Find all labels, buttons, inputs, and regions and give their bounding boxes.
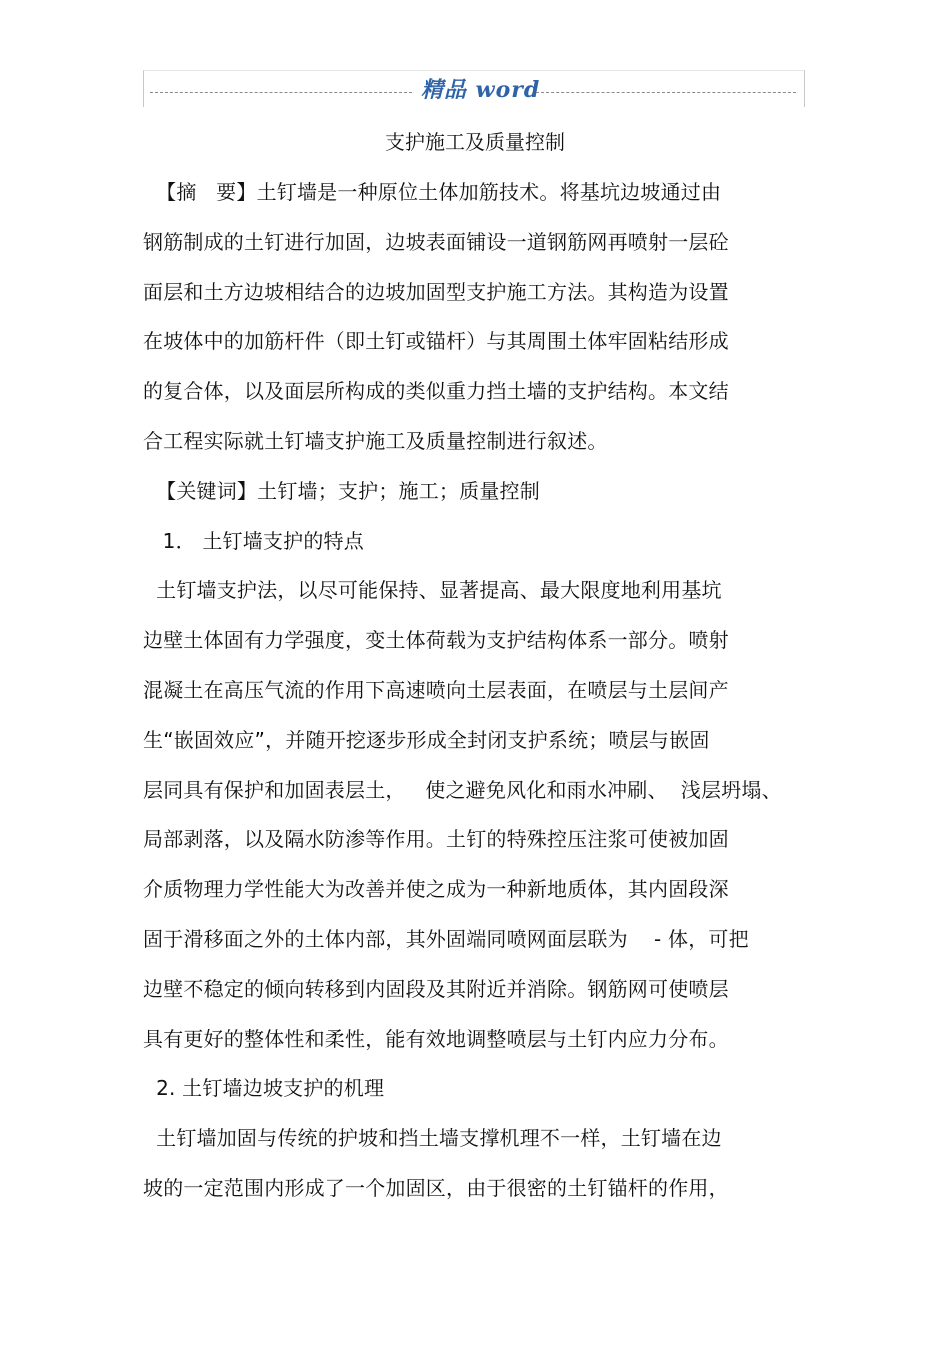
body-text-line: 土钉墙加固与传统的护坡和挡土墙支撑机理不一样，土钉墙在边: [143, 1126, 722, 1150]
body-text-line: 边壁土体固有力学强度，变土体荷载为支护结构体系一部分。喷射: [143, 628, 729, 652]
header-dashed-rule-right: [536, 92, 796, 93]
document-title: 支护施工及质量控制: [385, 130, 565, 154]
body-text-line: 1． 土钉墙支护的特点: [143, 529, 364, 553]
body-text-line: 坡的一定范围内形成了一个加固区，由于很密的土钉锚杆的作用，: [143, 1176, 729, 1200]
body-text-line: 生“嵌固效应”，并随开挖逐步形成全封闭支护系统；喷层与嵌固: [143, 728, 710, 752]
body-text-line: 【摘 要】土钉墙是一种原位土体加筋技术。将基坑边坡通过由: [143, 180, 722, 204]
body-text-line: 合工程实际就土钉墙支护施工及质量控制进行叙述。: [143, 429, 608, 453]
body-text-line: 在坡体中的加筋杆件（即土钉或锚杆）与其周围土体牢固粘结形成: [143, 329, 729, 353]
header-dashed-rule-left: [150, 92, 412, 93]
header-logo: 精品 word: [421, 77, 541, 103]
body-text-line: 土钉墙支护法，以尽可能保持、显著提高、最大限度地利用基坑: [143, 578, 722, 602]
body-text-line: 边壁不稳定的倾向转移到内固段及其附近并消除。钢筋网可使喷层: [143, 977, 729, 1001]
body-text-line: 介质物理力学性能大为改善并使之成为一种新地质体，其内固段深: [143, 877, 729, 901]
page-header: [143, 70, 805, 107]
body-text-line: 面层和土方边坡相结合的边坡加固型支护施工方法。其构造为设置: [143, 280, 729, 304]
body-text-line: 2. 土钉墙边坡支护的机理: [143, 1076, 385, 1100]
body-text-line: 层同具有保护和加固表层土， 使之避免风化和雨水冲刷、 浅层坍塌、: [143, 778, 782, 802]
body-text-line: 【关键词】土钉墙；支护；施工；质量控制: [143, 479, 540, 503]
body-text-line: 具有更好的整体性和柔性，能有效地调整喷层与土钉内应力分布。: [143, 1027, 729, 1051]
body-text-line: 局部剥落，以及隔水防渗等作用。土钉的特殊控压注浆可使被加固: [143, 827, 729, 851]
body-text-line: 固于滑移面之外的土体内部，其外固端同喷网面层联为 - 体，可把: [143, 927, 749, 951]
body-text-line: 的复合体，以及面层所构成的类似重力挡土墙的支护结构。本文结: [143, 379, 729, 403]
body-text-line: 混凝土在高压气流的作用下高速喷向土层表面，在喷层与土层间产: [143, 678, 729, 702]
body-text-line: 钢筋制成的土钉进行加固，边坡表面铺设一道钢筋网再喷射一层砼: [143, 230, 729, 254]
